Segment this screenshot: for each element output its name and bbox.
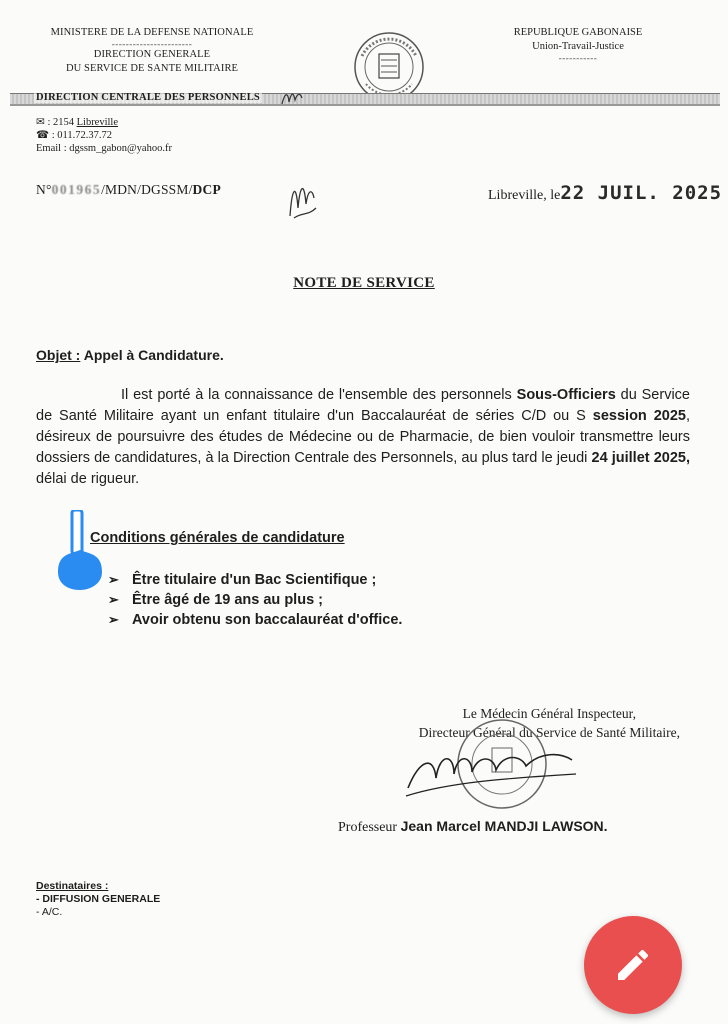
list-item: ➢ Avoir obtenu son baccalauréat d'office.	[108, 612, 403, 628]
recipient-item: - DIFFUSION GENERALE	[36, 893, 161, 905]
arrow-bullet-icon: ➢	[108, 592, 119, 607]
reference-number: N°001965/MDN/DGSSM/DCP	[36, 182, 221, 197]
conditions-heading: Conditions générales de candidature	[90, 530, 345, 546]
subject-text: Appel à Candidature.	[83, 347, 224, 363]
email-address: Email : dgssm_gabon@yahoo.fr	[36, 143, 172, 154]
header-right	[488, 26, 668, 62]
location-pin-icon[interactable]	[54, 510, 114, 590]
edit-pencil-icon	[613, 945, 653, 985]
list-item: ➢ Être âgé de 19 ans au plus ;	[108, 592, 323, 608]
contact-block	[36, 116, 172, 155]
signatory-name: Professeur Jean Marcel MANDJI LAWSON.	[338, 818, 608, 835]
ministry-name: MINISTERE DE LA DEFENSE NATIONALE	[50, 27, 254, 38]
signatory-role: Directeur Général du Service de Santé Militaire,	[418, 725, 680, 740]
list-item: ➢ Être titulaire d'un Bac Scientifique ;	[108, 572, 377, 588]
envelope-icon: ✉	[36, 117, 48, 128]
recipient-item: - A/C.	[36, 906, 63, 918]
header-left	[18, 26, 286, 76]
republic-name: REPUBLIQUE GABONAISE	[513, 27, 643, 38]
initials-scribble-icon	[280, 88, 304, 108]
phone-number: ☎ : 011.72.37.72	[36, 130, 112, 141]
direction-generale: DIRECTION GENERALE	[93, 49, 211, 60]
arrow-bullet-icon: ➢	[108, 572, 119, 587]
body-paragraph: Il est porté à la connaissance de l'ensemble des personnels Sous-Officiers du Service de Santé Militaire ayant un enfant titulaire d'un Baccalauréat de séries C/D ou S session 2025, désireux de poursuivre des études de Médecine ou de Pharmacie, de bien vouloir transmettre leurs dossiers de candidatures, à la Direction Centrale des Personnels, au plus tard le jeudi 24 juillet 2025, délai de rigueur.	[36, 387, 690, 487]
postal-city: Libreville	[76, 117, 119, 128]
header-right-separator: -----------	[558, 53, 598, 63]
edit-fab-button[interactable]	[584, 916, 682, 1014]
direction-centrale-label: DIRECTION CENTRALE DES PERSONNELS	[36, 92, 260, 103]
phone-icon: ☎	[36, 130, 52, 141]
reference-initials-icon	[284, 178, 320, 222]
document-title: NOTE DE SERVICE	[293, 275, 435, 291]
motto: Union-Travail-Justice	[532, 41, 624, 52]
subject-label: Objet :	[36, 347, 81, 363]
date-stamp: 22 JUIL. 2025	[560, 182, 723, 204]
arrow-bullet-icon: ➢	[108, 612, 119, 627]
postal-box: ✉ : 2154 Libreville	[36, 117, 119, 128]
recipients-title: Destinataires :	[36, 880, 109, 892]
service-name: DU SERVICE DE SANTE MILITAIRE	[65, 63, 239, 74]
recipients-block	[36, 880, 160, 919]
reference-serial: 001965	[51, 182, 102, 197]
subject-line	[36, 347, 224, 363]
signatory-title: Le Médecin Général Inspecteur,	[462, 706, 636, 721]
header-separator: -----------------------	[111, 39, 193, 49]
conditions-list	[108, 570, 402, 630]
signature-stamp-icon	[400, 712, 580, 822]
date-line: Libreville, le22 JUIL. 2025	[488, 182, 723, 204]
